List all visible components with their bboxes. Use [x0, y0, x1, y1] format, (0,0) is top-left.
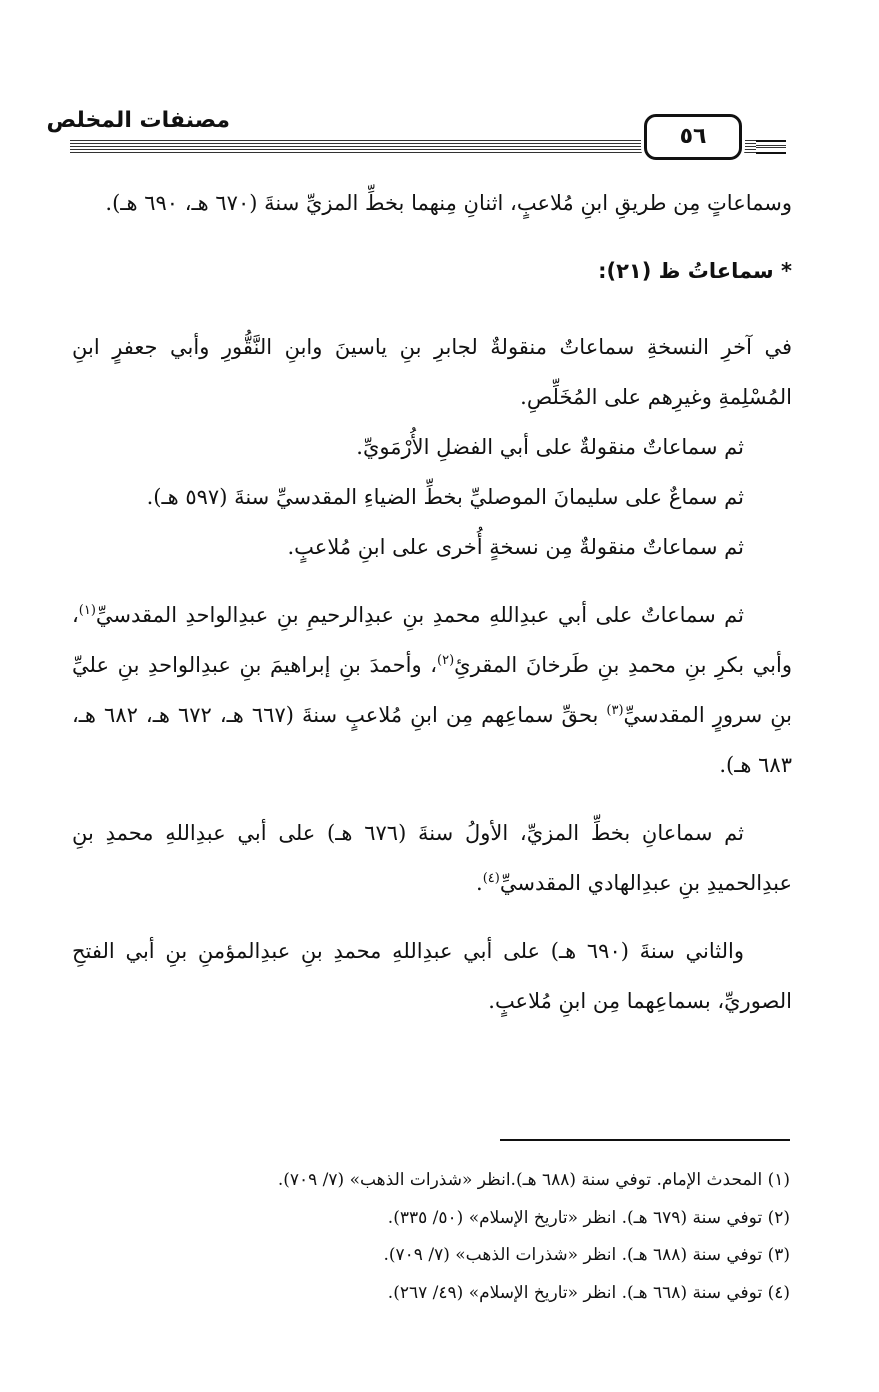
continuation-paragraph: وسماعاتٍ مِن طريقِ ابنِ مُلاعبٍ، اثنانِ مِنهما بخطِّ المزيِّ سنةَ (٦٧٠ هـ، ٦٩٠ هـ). — [105, 191, 792, 215]
paragraph-5-part-b: ، وأبي بكرِ بنِ محمدِ بنِ طَرخانَ المقرئِ — [72, 603, 793, 677]
paragraph-7: والثاني سنةَ (٦٩٠ هـ) على أبي عبدِاللهِ محمدِ بنِ عبدِالمؤمنِ بنِ أبي الفتحِ الصوريِّ، بسماعِهما مِن ابنِ مُلاعبٍ. — [72, 939, 792, 1013]
section-heading: * سماعاتُ ظ (٢١): — [598, 259, 792, 283]
footnote-ref-4[interactable]: (٤) — [482, 871, 500, 886]
footnote-separator — [500, 1139, 790, 1141]
paragraph-4: ثم سماعاتٌ منقولةٌ مِن نسخةٍ أُخرى على ابنِ مُلاعبٍ. — [287, 535, 744, 559]
paragraph-2: ثم سماعاتٌ منقولةٌ على أبي الفضلِ الأُرْمَويِّ. — [356, 435, 744, 459]
footnote-3: (٣) توفي سنة (٦٨٨ هـ). انظر «شذرات الذهب» (٧/ ٧٠٩). — [383, 1245, 790, 1265]
paragraph-1: في آخرِ النسخةِ سماعاتٌ منقولةٌ لجابرِ بنِ ياسينَ وابنِ النَّقُّورِ وأبي جعفرٍ ابنِ المُسْلِمةِ وغيرِهم على المُخَلِّصِ. — [72, 335, 792, 409]
page-number: ٥٦ — [644, 114, 742, 160]
paragraph-6-part-a: ثم سماعانِ بخطِّ المزيِّ، الأولُ سنةَ (٦٧٦ هـ) على أبي عبدِاللهِ محمدِ بنِ عبدِالحميدِ بنِ عبدِالهادي المقدسيِّ — [72, 821, 792, 895]
paragraph-6 — [72, 808, 792, 908]
book-title: مصنفات المخلص — [46, 108, 230, 133]
paragraph-3: ثم سماعٌ على سليمانَ الموصليِّ بخطِّ الضياءِ المقدسيِّ سنةَ (٥٩٧ هـ). — [146, 485, 744, 509]
footnote-ref-3[interactable]: (٣) — [606, 703, 624, 718]
footnote-4: (٤) توفي سنة (٦٦٨ هـ). انظر «تاريخ الإسلام» (٤٩/ ٢٦٧). — [387, 1282, 790, 1303]
footnote-1: (١) المحدث الإمام. توفي سنة (٦٨٨ هـ).انظر «شذرات الذهب» (٧/ ٧٠٩). — [277, 1170, 790, 1190]
footnote-2: (٢) توفي سنة (٦٧٩ هـ). انظر «تاريخ الإسلام» (٥٠/ ٣٣٥). — [387, 1207, 790, 1228]
page-header — [46, 104, 786, 160]
footnote-ref-2[interactable]: (٢) — [437, 653, 455, 668]
footnote-ref-1[interactable]: (١) — [78, 603, 96, 618]
paragraph-6-part-b: . — [476, 871, 483, 895]
header-rule-tab — [756, 140, 786, 154]
footnotes — [72, 1162, 790, 1312]
paragraph-5 — [72, 590, 792, 790]
paragraph-5-part-a: ثم سماعاتٌ على أبي عبدِاللهِ محمدِ بنِ عبدِالرحيمِ بنِ عبدِالواحدِ المقدسيِّ — [95, 603, 744, 627]
paragraph-5-part-c: ، وأحمدَ بنِ إبراهيمَ بنِ عبدِالواحدِ بنِ عليِّ بنِ سرورٍ المقدسيِّ — [72, 653, 793, 727]
main-text — [72, 178, 792, 1026]
paragraph-5-part-d: بحقِّ سماعِهم مِن ابنِ مُلاعبٍ سنةَ (٦٦٧ هـ، ٦٧٢ هـ، ٦٨٢ هـ، ٦٨٣ هـ). — [72, 703, 792, 777]
